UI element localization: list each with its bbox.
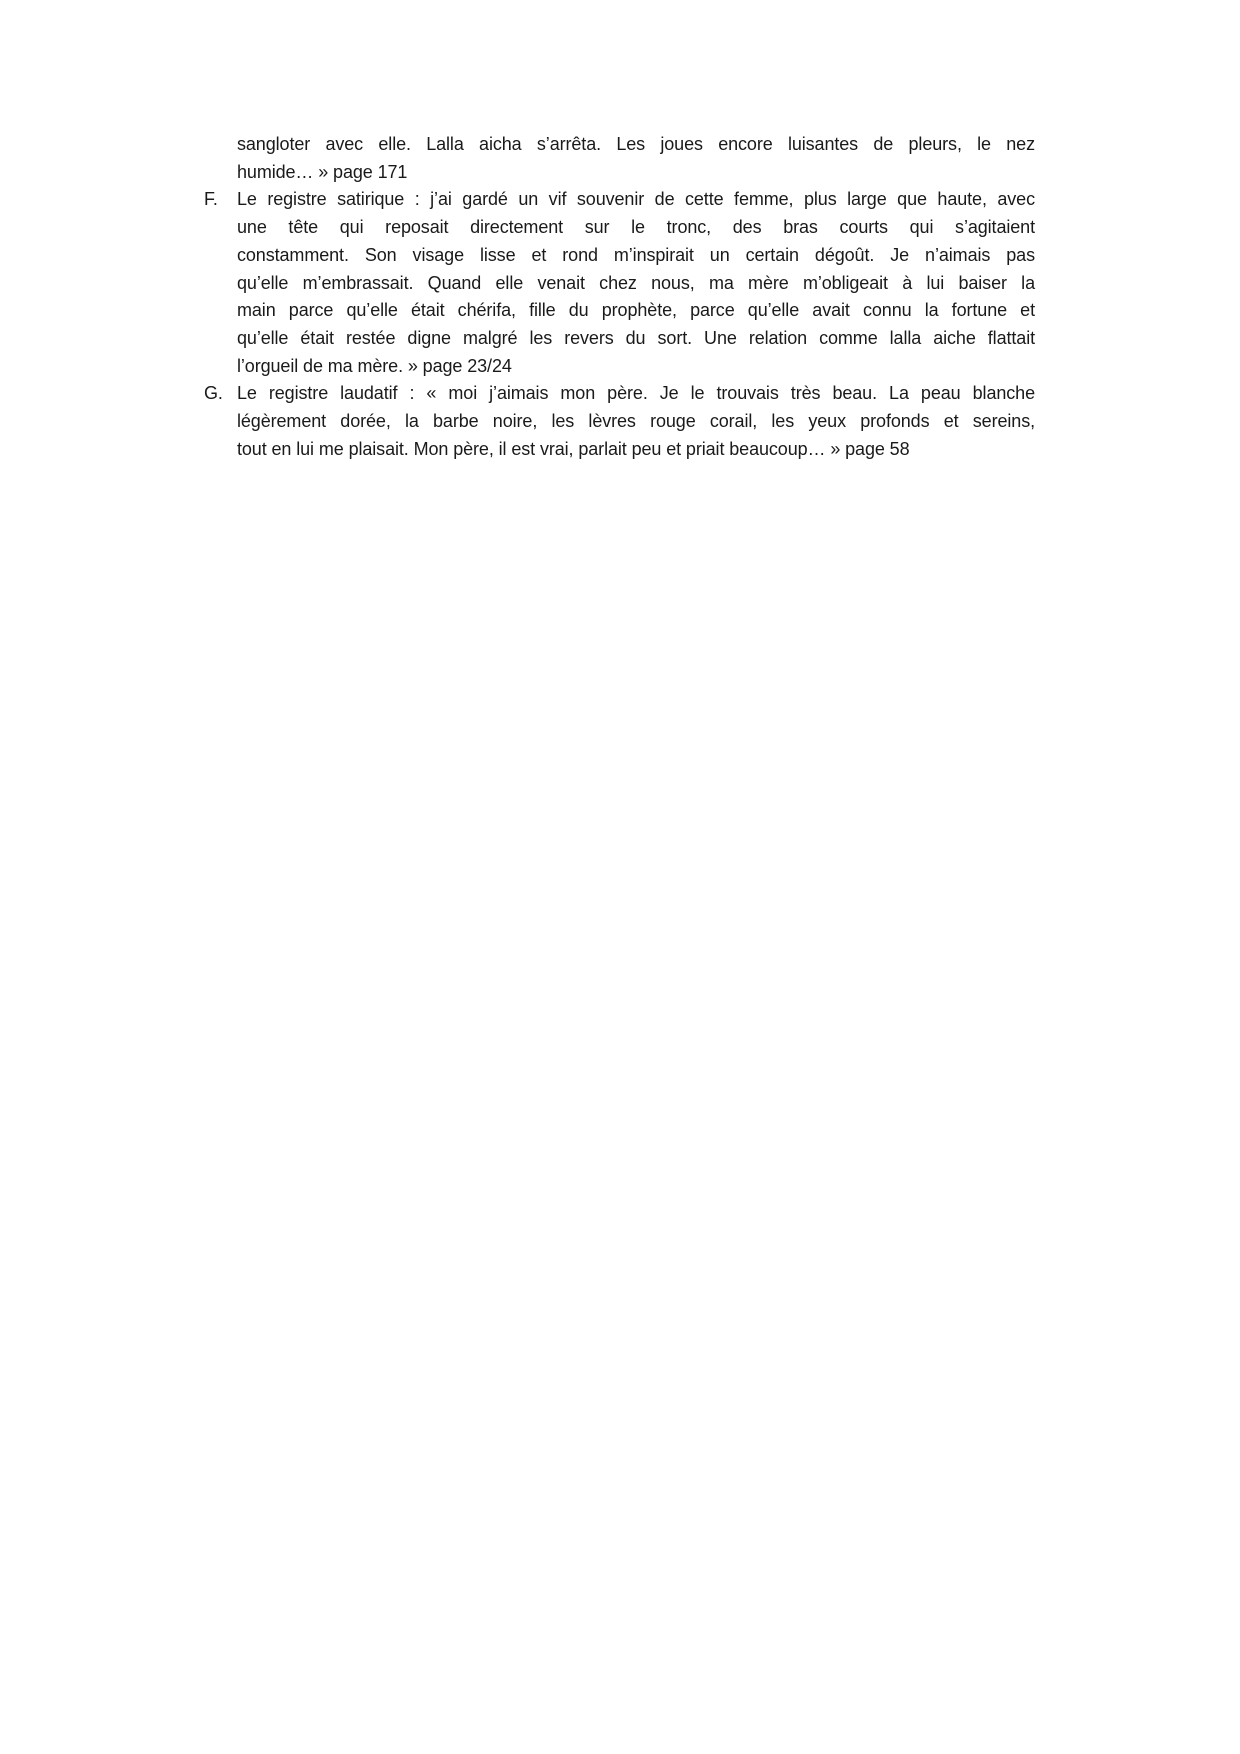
text-line: sangloter avec elle. Lalla aicha s’arrêta. Les joues encore luisantes de pleurs, le nez [237,134,1035,154]
text-line: main parce qu’elle était chérifa, fille du prophète, parce qu’elle avait connu la fortune et [237,300,1035,321]
list-item-g [204,380,1035,463]
text-line: l’orgueil de ma mère. » page 23/24 [237,355,512,376]
list-item-f [204,186,1035,380]
list-marker-f: F. [204,189,218,210]
text-line: tout en lui me plaisait. Mon père, il est vrai, parlait peu et priait beaucoup… » page 58 [237,438,910,459]
text-line: constamment. Son visage lisse et rond m’inspirait un certain dégoût. Je n’aimais pas [237,244,1035,265]
text-line: Le registre satirique : j’ai gardé un vif souvenir de cette femme, plus large que haute, avec [237,189,1035,210]
text-line: humide… » page 171 [237,161,408,182]
text-line: qu’elle était restée digne malgré les revers du sort. Une relation comme lalla aiche flattait [237,327,1035,348]
text-line: Le registre laudatif : « moi j’aimais mon père. Je le trouvais très beau. La peau blanche [237,383,1035,404]
list-item-continuation [237,131,1035,186]
text-body [204,131,1035,463]
list-marker-g: G. [204,383,223,404]
text-line: légèrement dorée, la barbe noire, les lèvres rouge corail, les yeux profonds et sereins, [237,411,1035,432]
text-line: qu’elle m’embrassait. Quand elle venait chez nous, ma mère m’obligeait à lui baiser la [237,272,1035,293]
text-line: une tête qui reposait directement sur le tronc, des bras courts qui s’agitaient [237,217,1035,238]
